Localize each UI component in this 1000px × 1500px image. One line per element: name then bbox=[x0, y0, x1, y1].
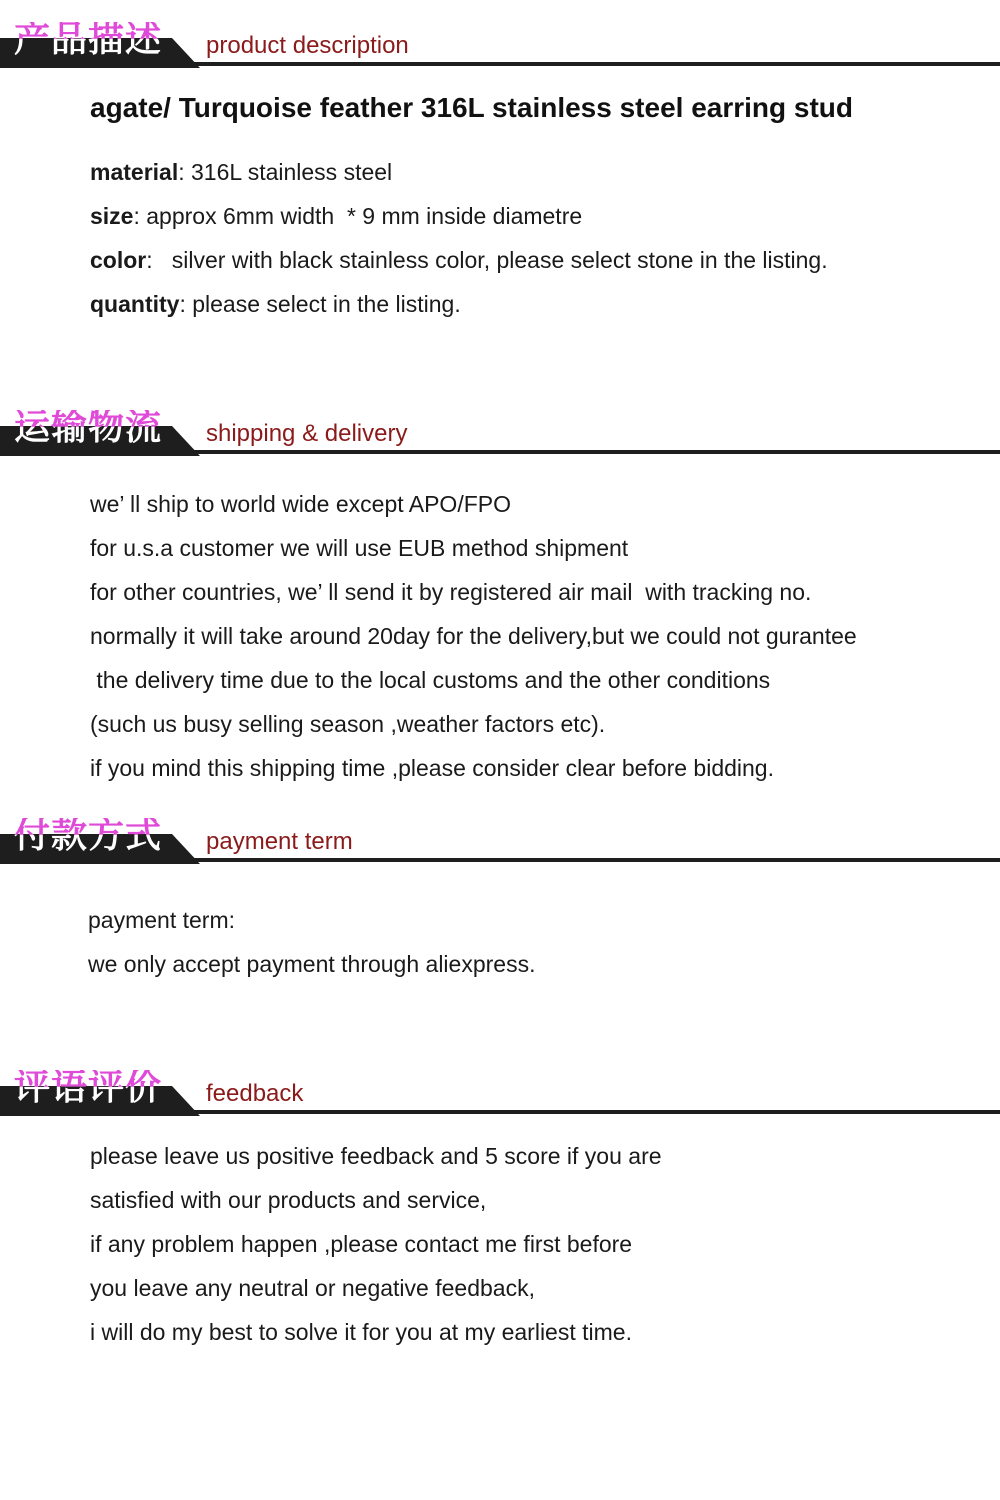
shipping-line: for u.s.a customer we will use EUB method shipment bbox=[90, 535, 629, 561]
section-header bbox=[0, 388, 1000, 458]
header-cn-title: 付款方式 bbox=[14, 815, 163, 856]
spec-label: quantity bbox=[90, 291, 180, 317]
spec-value: : silver with black stainless color, please select stone in the listing. bbox=[146, 247, 828, 273]
spec-line-size bbox=[90, 194, 853, 238]
spec-line-color bbox=[90, 238, 853, 282]
feedback-line: you leave any neutral or negative feedback, bbox=[90, 1275, 535, 1301]
feedback-line: please leave us positive feedback and 5 score if you are bbox=[90, 1143, 662, 1169]
header-en-title: feedback bbox=[206, 1080, 304, 1107]
section-header bbox=[0, 0, 1000, 70]
shipping-line: normally it will take around 20day for the delivery,but we could not gurantee bbox=[90, 623, 857, 649]
feedback-line: satisfied with our products and service, bbox=[90, 1187, 487, 1213]
product-title: agate/ Turquoise feather 316L stainless steel earring stud bbox=[90, 92, 854, 123]
payment-body bbox=[88, 898, 535, 986]
spec-line-quantity bbox=[90, 282, 853, 326]
header-en-title: shipping & delivery bbox=[206, 420, 408, 447]
header-rule bbox=[0, 62, 1000, 66]
shipping-line: for other countries, we’ ll send it by registered air mail with tracking no. bbox=[90, 579, 812, 605]
payment-section bbox=[0, 796, 1000, 977]
header-rule bbox=[0, 1110, 1000, 1114]
feedback-line: i will do my best to solve it for you at my earliest time. bbox=[90, 1319, 632, 1345]
spec-value: : approx 6mm width * 9 mm inside diametre bbox=[133, 203, 583, 229]
shipping-body bbox=[90, 482, 857, 790]
header-cn-title: 运输物流 bbox=[14, 407, 163, 448]
product-description-section bbox=[0, 0, 1000, 317]
header-rule bbox=[0, 450, 1000, 454]
header-en-title: payment term bbox=[206, 828, 353, 855]
spec-line-material bbox=[90, 150, 853, 194]
spec-value: : please select in the listing. bbox=[179, 291, 461, 317]
header-en-title: product description bbox=[206, 32, 409, 59]
header-cn-title: 评语评价 bbox=[14, 1067, 163, 1108]
shipping-line: we’ ll ship to world wide except APO/FPO bbox=[90, 491, 511, 517]
shipping-line: (such us busy selling season ,weather factors etc). bbox=[90, 711, 606, 737]
payment-line: we only accept payment through aliexpress. bbox=[88, 951, 536, 977]
payment-line: payment term: bbox=[88, 907, 235, 933]
product-body bbox=[90, 92, 853, 326]
feedback-section bbox=[0, 1048, 1000, 1345]
header-cn-title: 产品描述 bbox=[14, 19, 163, 60]
header-rule bbox=[0, 858, 1000, 862]
shipping-line: the delivery time due to the local customs and the other conditions bbox=[90, 667, 771, 693]
spec-label: material bbox=[90, 159, 179, 185]
feedback-body bbox=[90, 1134, 662, 1354]
shipping-section bbox=[0, 388, 1000, 781]
feedback-line: if any problem happen ,please contact me first before bbox=[90, 1231, 633, 1257]
section-header bbox=[0, 796, 1000, 866]
section-header bbox=[0, 1048, 1000, 1118]
spec-label: color bbox=[90, 247, 147, 273]
spec-value: : 316L stainless steel bbox=[178, 159, 393, 185]
shipping-line: if you mind this shipping time ,please consider clear before bidding. bbox=[90, 755, 774, 781]
spec-label: size bbox=[90, 203, 134, 229]
